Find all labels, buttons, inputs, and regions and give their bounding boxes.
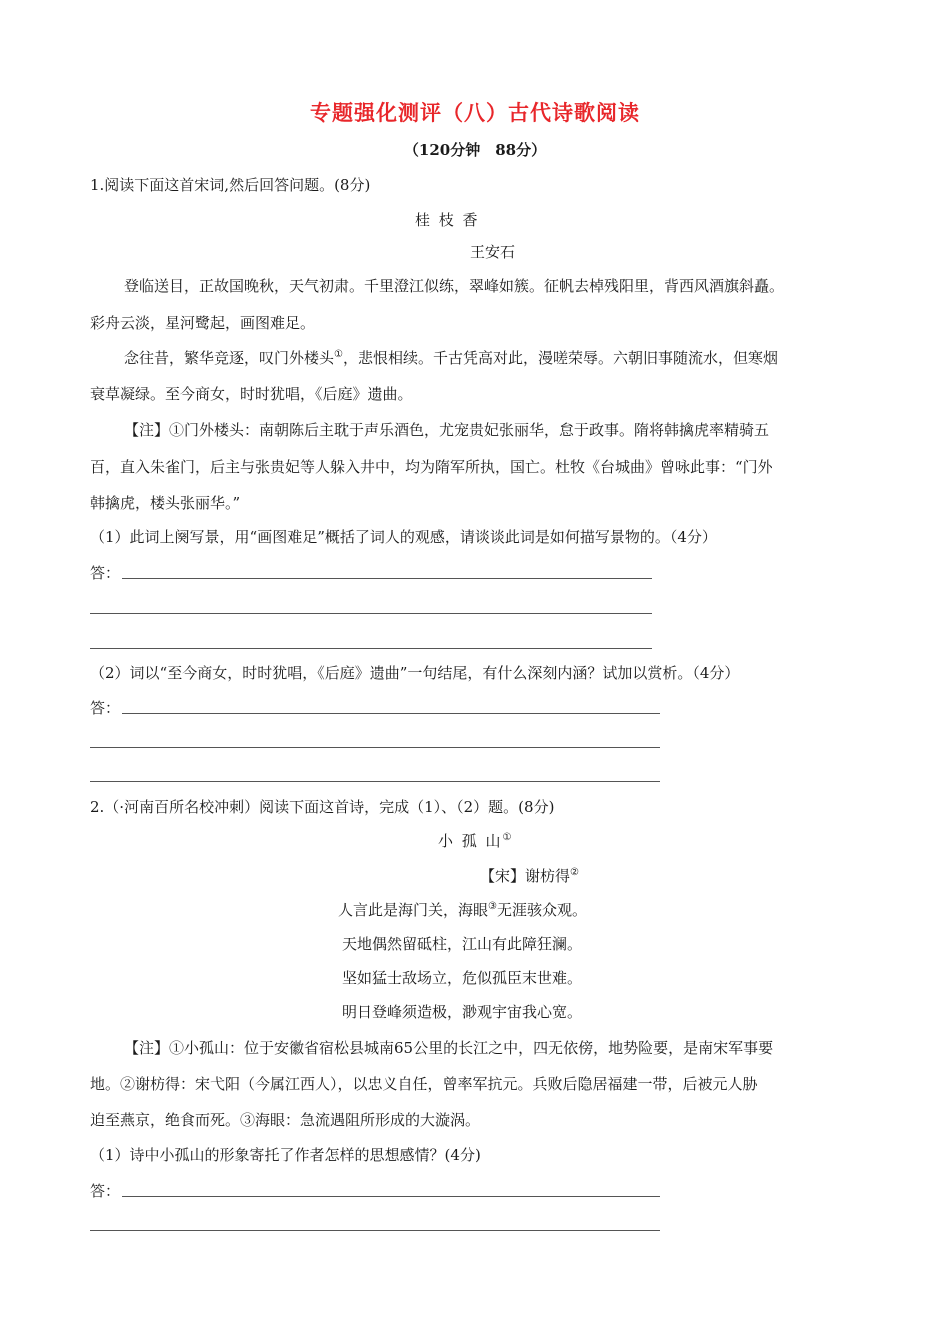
q1-para2-line1: 念往昔，繁华竞逐，叹门外楼头①，悲恨相续。千古凭高对此，漫嗟荣辱。六朝旧事随流水，但寒烟 bbox=[124, 349, 778, 367]
answer-line[interactable] bbox=[90, 1230, 660, 1231]
answer-line[interactable] bbox=[90, 648, 652, 649]
q2-poem-author: 【宋】谢枋得② bbox=[480, 867, 579, 885]
q1-sub2: （2）词以“至今商女，时时犹唱，《后庭》遗曲”一句结尾，有什么深刻内涵？试加以赏析。（4分） bbox=[90, 664, 740, 682]
answer-line[interactable] bbox=[90, 747, 660, 748]
q1-poem-title: 桂 枝 香 bbox=[415, 211, 480, 229]
page-title: 专题强化测评（八）古代诗歌阅读 bbox=[310, 100, 640, 125]
q1-para1-line2: 彩舟云淡，星河鹭起，画图难足。 bbox=[90, 314, 316, 332]
q2-sub1: （1）诗中小孤山的形象寄托了作者怎样的思想感情？(4分) bbox=[90, 1146, 481, 1164]
footnote-mark: ① bbox=[334, 349, 343, 360]
footnote-mark: ③ bbox=[488, 901, 497, 912]
q1-poem-author: 王安石 bbox=[470, 243, 516, 261]
q2-note-line2: 地。②谢枋得：宋弋阳（今属江西人），以忠义自任，曾率军抗元。兵败后隐居福建一带，后被元人胁 bbox=[90, 1075, 758, 1093]
q2-note-line3: 迫至燕京，绝食而死。③海眼：急流遇阻所形成的大漩涡。 bbox=[90, 1111, 481, 1129]
q2-poem-line1: 人言此是海门关，海眼③无涯骇众观。 bbox=[338, 901, 587, 919]
q1-para2-line2: 衰草凝绿。至今商女，时时犹唱，《后庭》遗曲。 bbox=[90, 385, 413, 403]
q1-para1-line1: 登临送目，正故国晚秋，天气初肃。千里澄江似练，翠峰如簇。征帆去棹残阳里，背西风酒旗斜矗。 bbox=[124, 277, 785, 295]
answer-line[interactable] bbox=[122, 578, 652, 579]
answer-line[interactable] bbox=[90, 613, 652, 614]
q1-sub1-answer-label: 答： bbox=[90, 564, 121, 582]
footnote-mark: ② bbox=[570, 867, 579, 878]
q2-poem-line4: 明日登峰须造极，渺观宇宙我心宽。 bbox=[342, 1003, 583, 1021]
q2-sub1-answer-label: 答： bbox=[90, 1182, 121, 1200]
q2-note-line1: 【注】①小孤山：位于安徽省宿松县城南65公里的长江之中，四无依傍，地势险要，是南宋军事要 bbox=[124, 1039, 774, 1057]
answer-line[interactable] bbox=[122, 713, 660, 714]
q1-sub2-answer-label: 答： bbox=[90, 699, 121, 717]
answer-line[interactable] bbox=[122, 1196, 660, 1197]
q2-stem: 2.（·河南百所名校冲刺）阅读下面这首诗，完成（1）、（2）题。(8分) bbox=[90, 798, 555, 816]
q1-note-line3: 韩擒虎，楼头张丽华。” bbox=[90, 494, 241, 512]
q1-sub1: （1）此词上阕写景，用“画图难足”概括了词人的观感，请谈谈此词是如何描写景物的。（4分） bbox=[90, 528, 717, 546]
q1-stem: 1.阅读下面这首宋词,然后回答问题。(8分) bbox=[90, 176, 371, 194]
q2-poem-title: 小 孤 山① bbox=[438, 832, 514, 850]
q2-poem-line3: 坚如猛士敌场立，危似孤臣末世难。 bbox=[342, 969, 583, 987]
q1-note-line2: 百，直入朱雀门，后主与张贵妃等人躲入井中，均为隋军所执，国亡。杜牧《台城曲》曾咏此事：“门外 bbox=[90, 458, 773, 476]
page-subtitle: （120分钟 88分） bbox=[403, 141, 547, 159]
footnote-mark: ① bbox=[502, 832, 514, 843]
q1-note-line1: 【注】①门外楼头：南朝陈后主耽于声乐酒色，尤宠贵妃张丽华，怠于政事。隋将韩擒虎率精骑五 bbox=[124, 421, 770, 439]
answer-line[interactable] bbox=[90, 781, 660, 782]
q2-poem-line2: 天地偶然留砥柱，江山有此障狂澜。 bbox=[342, 935, 583, 953]
